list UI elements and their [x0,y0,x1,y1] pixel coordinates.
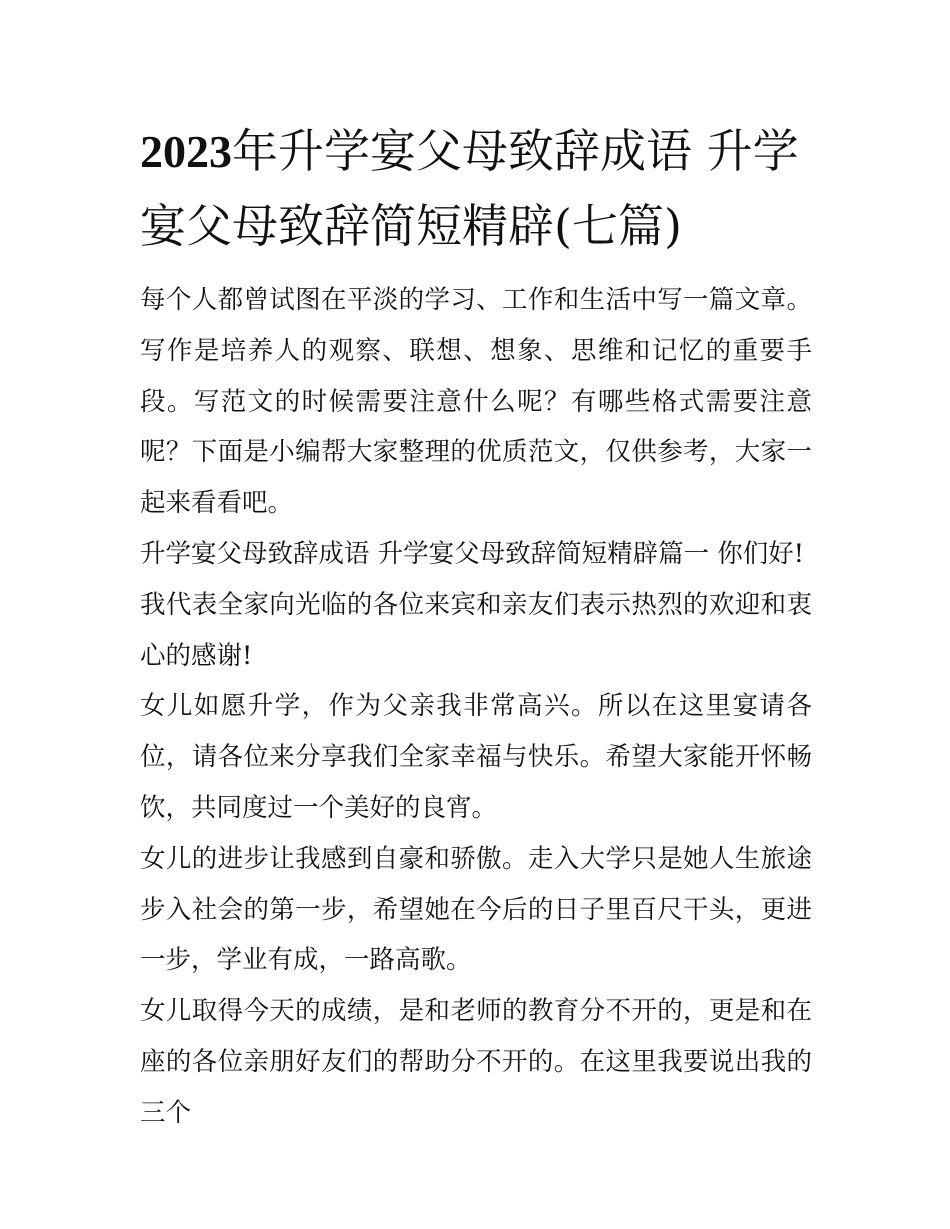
title-text: 年升学宴父母致辞成语 升学宴父母致辞简短精辟(七篇) [140,124,799,253]
paragraph-greeting: 升学宴父母致辞成语 升学宴父母致辞简短精辟篇一 你们好! [140,538,804,569]
paragraph-thanks: 我代表全家向光临的各位来宾和亲友们表示热烈的欢迎和衷心的感谢! [140,589,812,671]
paragraph-gratitude: 女儿取得今天的成绩，是和老师的教育分不开的，更是和在座的各位亲朋好友们的帮助分不开的。在这里我要说出我的三个 [140,996,812,1128]
document-body [140,114,812,1139]
document-title [140,114,812,263]
title-year: 2023 [140,126,232,177]
paragraph-pride: 女儿的进步让我感到自豪和骄傲。走入大学只是她人生旅途步入社会的第一步，希望她在今后的日子里百尺干头，更进一步，学业有成，一路高歌。 [140,843,812,976]
paragraph-intro: 每个人都曾试图在平淡的学习、工作和生活中写一篇文章。写作是培养人的观察、联想、想象、思维和记忆的重要手段。写范文的时候需要注意什么呢？有哪些格式需要注意呢？下面是小编帮大家整理的优质范文，仅供参考，大家一起来看看吧。 [140,285,812,519]
paragraph-joy: 女儿如愿升学，作为父亲我非常高兴。所以在这里宴请各位，请各位来分享我们全家幸福与快乐。希望大家能开怀畅饮，共同度过一个美好的良宵。 [140,691,812,823]
